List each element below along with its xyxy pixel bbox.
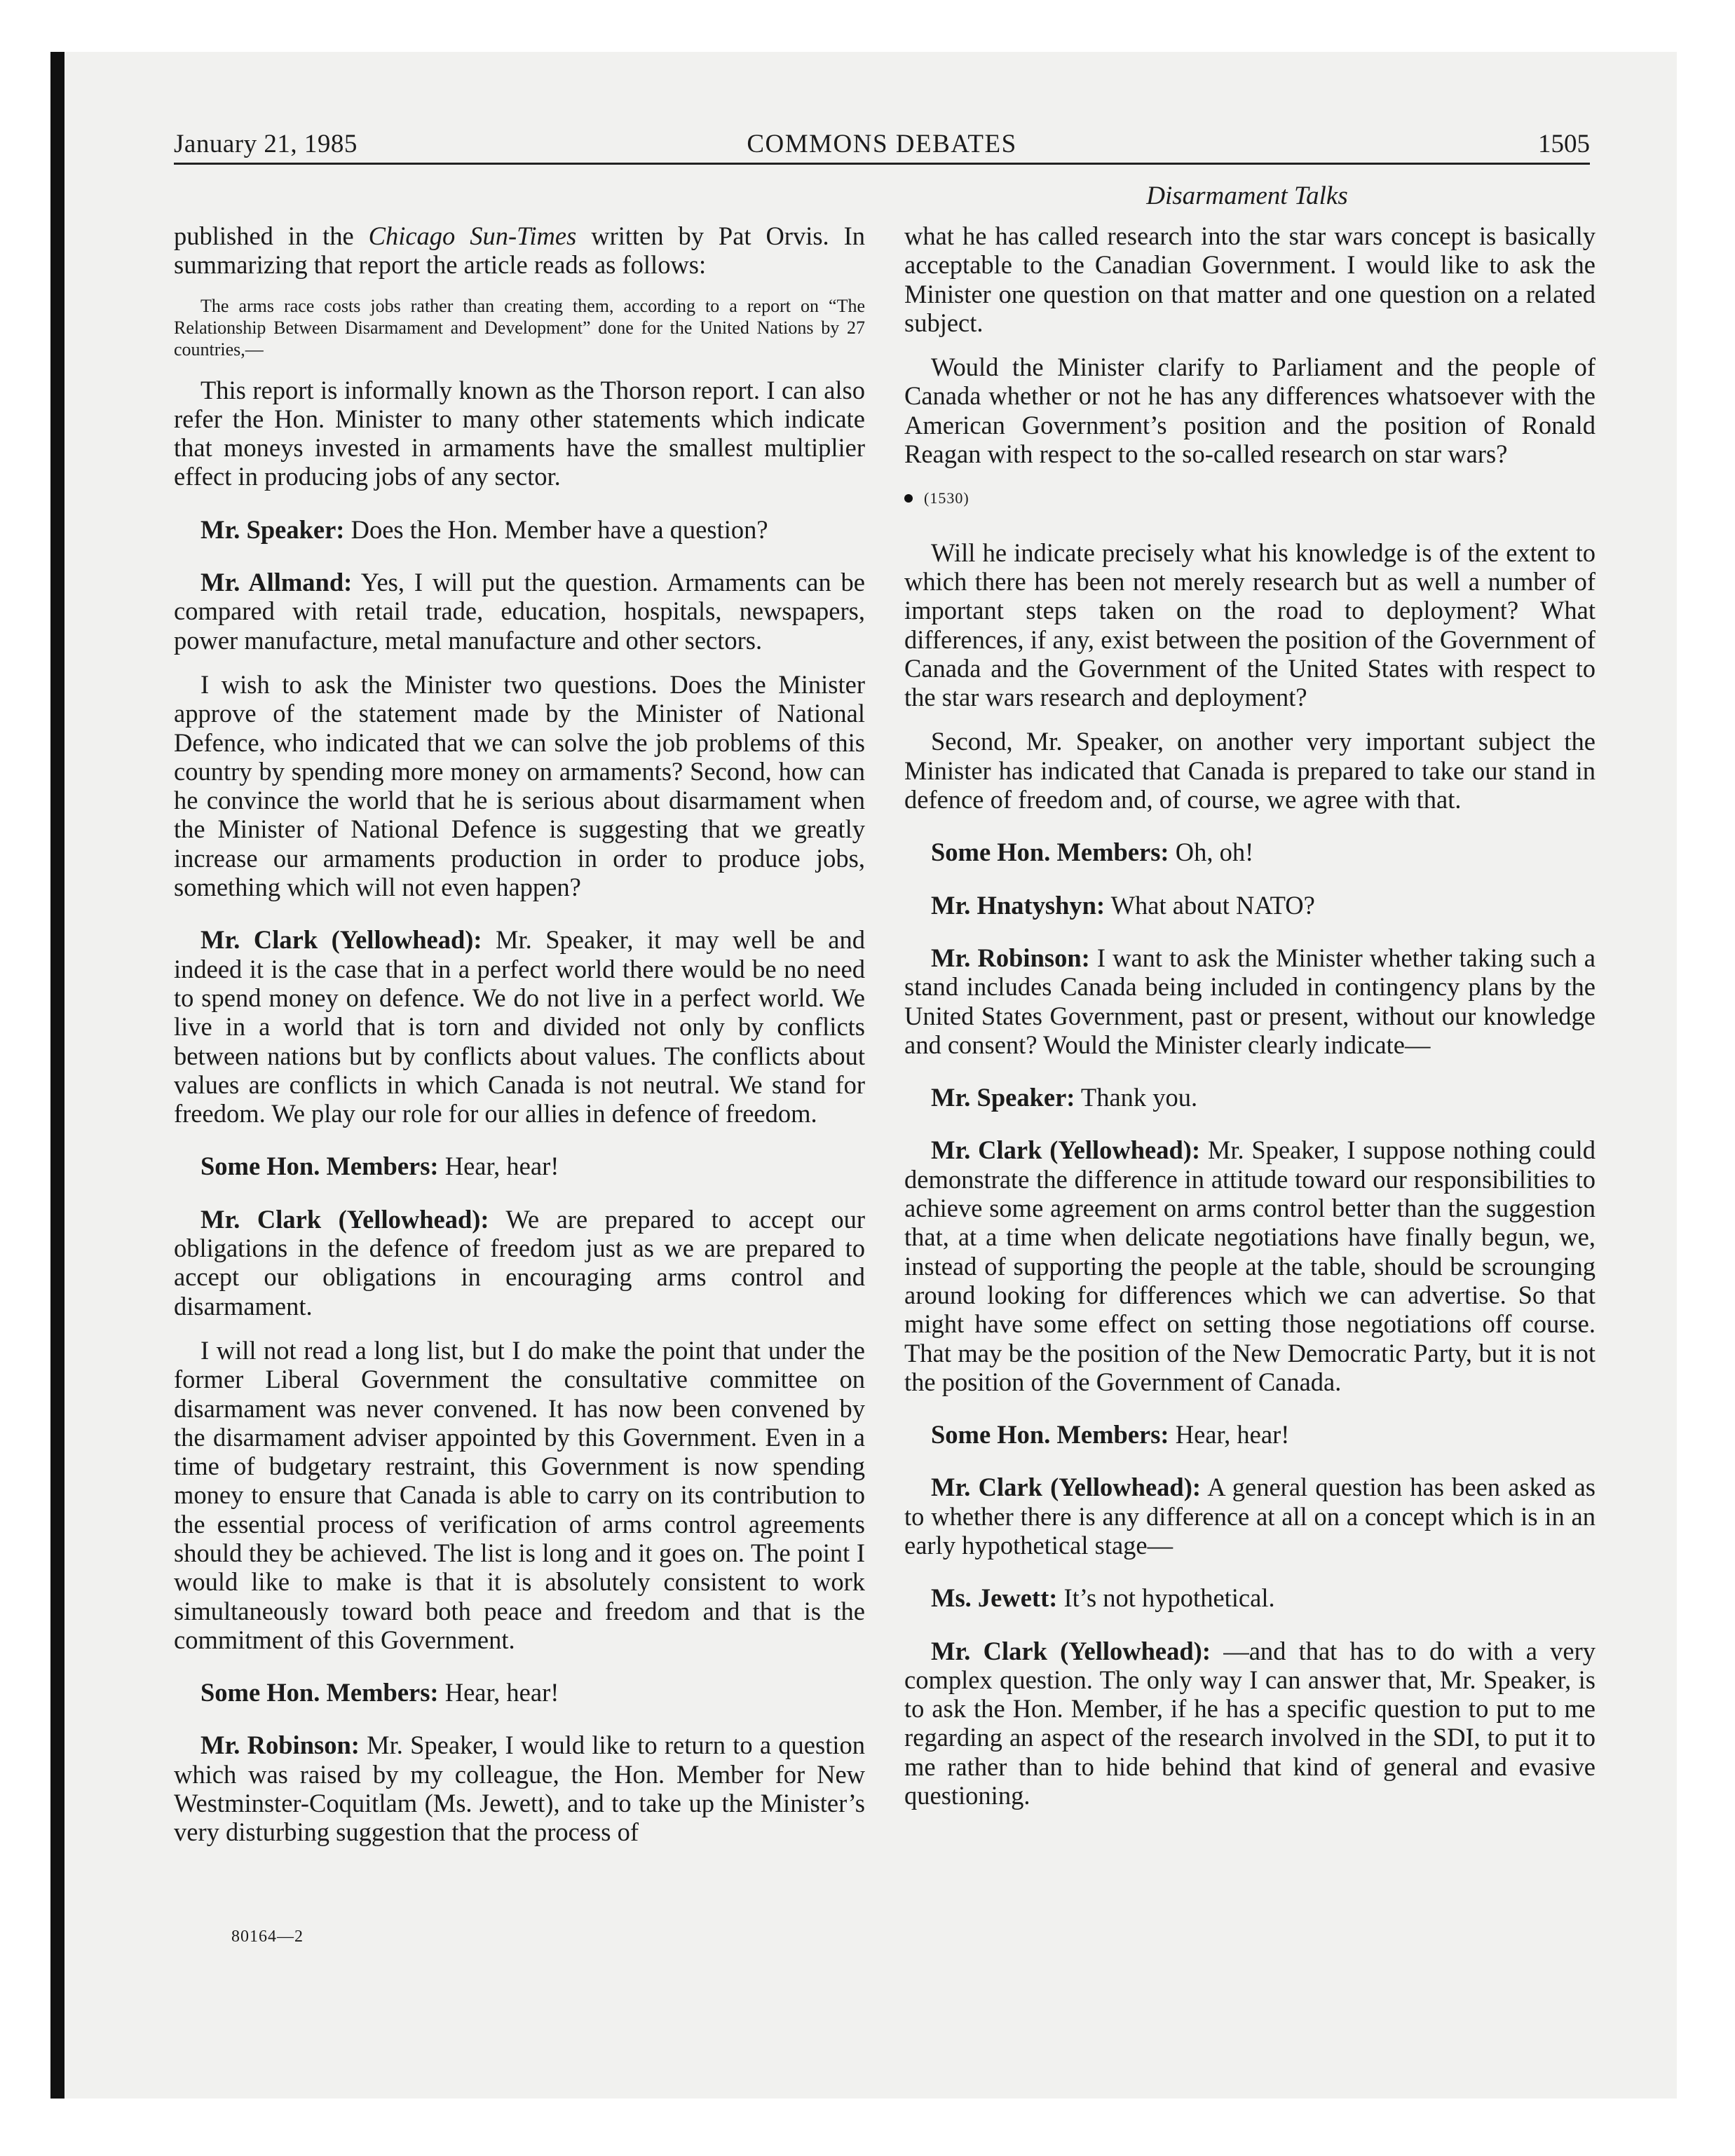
running-head: Disarmament Talks <box>1146 182 1348 210</box>
left-column <box>174 221 865 1862</box>
right-column <box>904 221 1595 1825</box>
speaker-name: Mr. Clark (Yellowhead): <box>931 1473 1202 1502</box>
paragraph: This report is informally known as the Thorson report. I can also refer the Hon. Minister to many other statements which indicate that moneys invested in armaments have the smallest multiplier effect in producing jobs of any sector. <box>174 375 865 491</box>
speaker-name: Ms. Jewett: <box>931 1583 1058 1613</box>
speech: Some Hon. Members: Oh, oh! <box>931 838 1254 867</box>
speech: Mr. Clark (Yellowhead): We are prepared to accept our obligations in the defence of freedom just as we are prepared to accept our obligations in encouraging arms control and disarmament. <box>174 1204 865 1321</box>
paragraph: Second, Mr. Speaker, on another very important subject the Minister has indicated that Canada is prepared to take our stand in defence of freedom and, of course, we agree with that. <box>904 727 1595 814</box>
speaker-name: Mr. Allmand: <box>200 568 353 597</box>
speaker-name: Mr. Clark (Yellowhead): <box>931 1636 1211 1665</box>
speaker-name: Mr. Speaker: <box>931 1083 1075 1112</box>
speech: Mr. Robinson: Mr. Speaker, I would like to return to a question which was raised by my colleague, the Hon. Member for New Westminster-Coquitlam (Ms. Jewett), and to take up the Minister’s very disturbing suggestion that the process of <box>174 1731 865 1847</box>
speaker-name: Mr. Speaker: <box>200 514 345 544</box>
header-rule <box>174 163 1590 165</box>
paragraph: I will not read a long list, but I do make the point that under the former Liberal Government the consultative committee on disarmament was never convened. It has now been convened by the disarmament adviser appointed by this Government. Even in a time of budgetary restraint, this Government is now spending money to ensure that Canada is able to carry on its contribution to the essential process of verification of arms control agreements should they be achieved. The list is long and it goes on. The point I would like to make is that it is absolutely consistent to work simultaneously toward both peace and freedom and that is the commitment of this Government. <box>174 1335 865 1654</box>
speech: Mr. Hnatyshyn: What about NATO? <box>931 890 1315 920</box>
speech: Some Hon. Members: Hear, hear! <box>200 1152 559 1181</box>
speech: Mr. Clark (Yellowhead): A general question has been asked as to whether there is any difference at all on a concept which is in an early hypothetical stage— <box>904 1473 1595 1560</box>
scan-edge <box>50 52 64 2099</box>
paragraph: I wish to ask the Minister two questions. Does the Minister approve of the statement made by the Minister of National Defence, who indicated that we can solve the job problems of this country by spending more money on armaments? Second, how can he convince the world that he is serious about disarmament when the Minister of National Defence is suggesting that we greatly increase our armaments production in order to produce jobs, something which will not even happen? <box>174 669 865 902</box>
speaker-name: Some Hon. Members: <box>200 1152 439 1181</box>
paragraph: Would the Minister clarify to Parliament and the people of Canada whether or not he has any differences whatsoever with the American Government’s position and the position of Ronald Reagan with respect to the so-called research on star wars? <box>904 353 1595 469</box>
speaker-name: Mr. Hnatyshyn: <box>931 890 1105 920</box>
speech: Mr. Clark (Yellowhead): —and that has to do with a very complex question. The only way I can answer that, Mr. Speaker, is to ask the Hon. Member, if he has a specific question to put to me regarding an aspect of the research involved in the SDI, to put it to me rather than to hide behind that kind of general and evasive questioning. <box>904 1636 1595 1810</box>
paragraph: published in the Chicago Sun-Times written by Pat Orvis. In summarizing that report the article reads as follows: <box>174 221 865 280</box>
speaker-name: Some Hon. Members: <box>931 838 1169 867</box>
speech: Ms. Jewett: It’s not hypothetical. <box>931 1583 1275 1613</box>
footer-code: 80164—2 <box>231 1928 304 1946</box>
speaker-name: Some Hon. Members: <box>931 1420 1169 1449</box>
speech: Mr. Robinson: I want to ask the Minister whether taking such a stand includes Canada being included in contingency plans by the United States Government, past or present, without our knowledge and consent? Would the Minister clearly indicate— <box>904 943 1595 1059</box>
speaker-name: Mr. Clark (Yellowhead): <box>200 925 482 955</box>
newspaper-title: Chicago Sun-Times <box>368 221 577 250</box>
speaker-name: Some Hon. Members: <box>200 1678 439 1707</box>
speaker-name: Mr. Robinson: <box>931 943 1090 972</box>
header-date: January 21, 1985 <box>174 130 358 158</box>
speaker-name: Mr. Clark (Yellowhead): <box>931 1135 1201 1165</box>
block-quote: The arms race costs jobs rather than creating them, according to a report on “The Relationship Between Disarmament and Development” done for the United Nations by 27 countries,— <box>174 295 865 360</box>
speech: Some Hon. Members: Hear, hear! <box>200 1678 559 1707</box>
speech: Mr. Allmand: Yes, I will put the question. Armaments can be compared with retail trade, education, hospitals, newspapers, power manufacture, metal manufacture and other sectors. <box>174 568 865 655</box>
speech: Mr. Clark (Yellowhead): Mr. Speaker, it may well be and indeed it is the case that in a perfect world there would be no need to spend money on defence. We do not live in a perfect world. We live in a world that is torn and divided not only by conflicts between nations but by conflicts about values. The conflicts about values are conflicts in which Canada is not neutral. We stand for freedom. We play our role for our allies in defence of freedom. <box>174 925 865 1128</box>
speaker-name: Mr. Robinson: <box>200 1731 360 1760</box>
time-marker-label: (1530) <box>924 489 969 507</box>
header-page-number: 1505 <box>1538 130 1590 158</box>
paragraph: Will he indicate precisely what his knowledge is of the extent to which there has been not merely research but as well a number of important steps taken on the road to deployment? What differences, if any, exist between the position of the Government of Canada and the Government of the United States with respect to the star wars research and deployment? <box>904 538 1595 712</box>
speaker-name: Mr. Clark (Yellowhead): <box>200 1204 489 1234</box>
time-marker <box>904 484 1595 512</box>
speech: Mr. Speaker: Does the Hon. Member have a question? <box>200 514 768 544</box>
paragraph: what he has called research into the star wars concept is basically acceptable to the Canadian Government. I would like to ask the Minister one question on that matter and one question on a related subject. <box>904 221 1595 337</box>
speech: Mr. Speaker: Thank you. <box>931 1083 1198 1112</box>
speech: Some Hon. Members: Hear, hear! <box>931 1420 1290 1449</box>
header-title: COMMONS DEBATES <box>747 130 1017 158</box>
speech: Mr. Clark (Yellowhead): Mr. Speaker, I suppose nothing could demonstrate the difference in attitude toward our responsibilities to achieve some agreement on arms control better than the suggestion that, at a time when delicate negotiations have finally begun, we, instead of supporting the people at the table, should be scrounging around looking for differences which we can advertise. So that might have some effect on setting those negotiations off course. That may be the position of the New Democratic Party, but it is not the position of the Government of Canada. <box>904 1135 1595 1396</box>
bullet-icon <box>904 494 913 503</box>
